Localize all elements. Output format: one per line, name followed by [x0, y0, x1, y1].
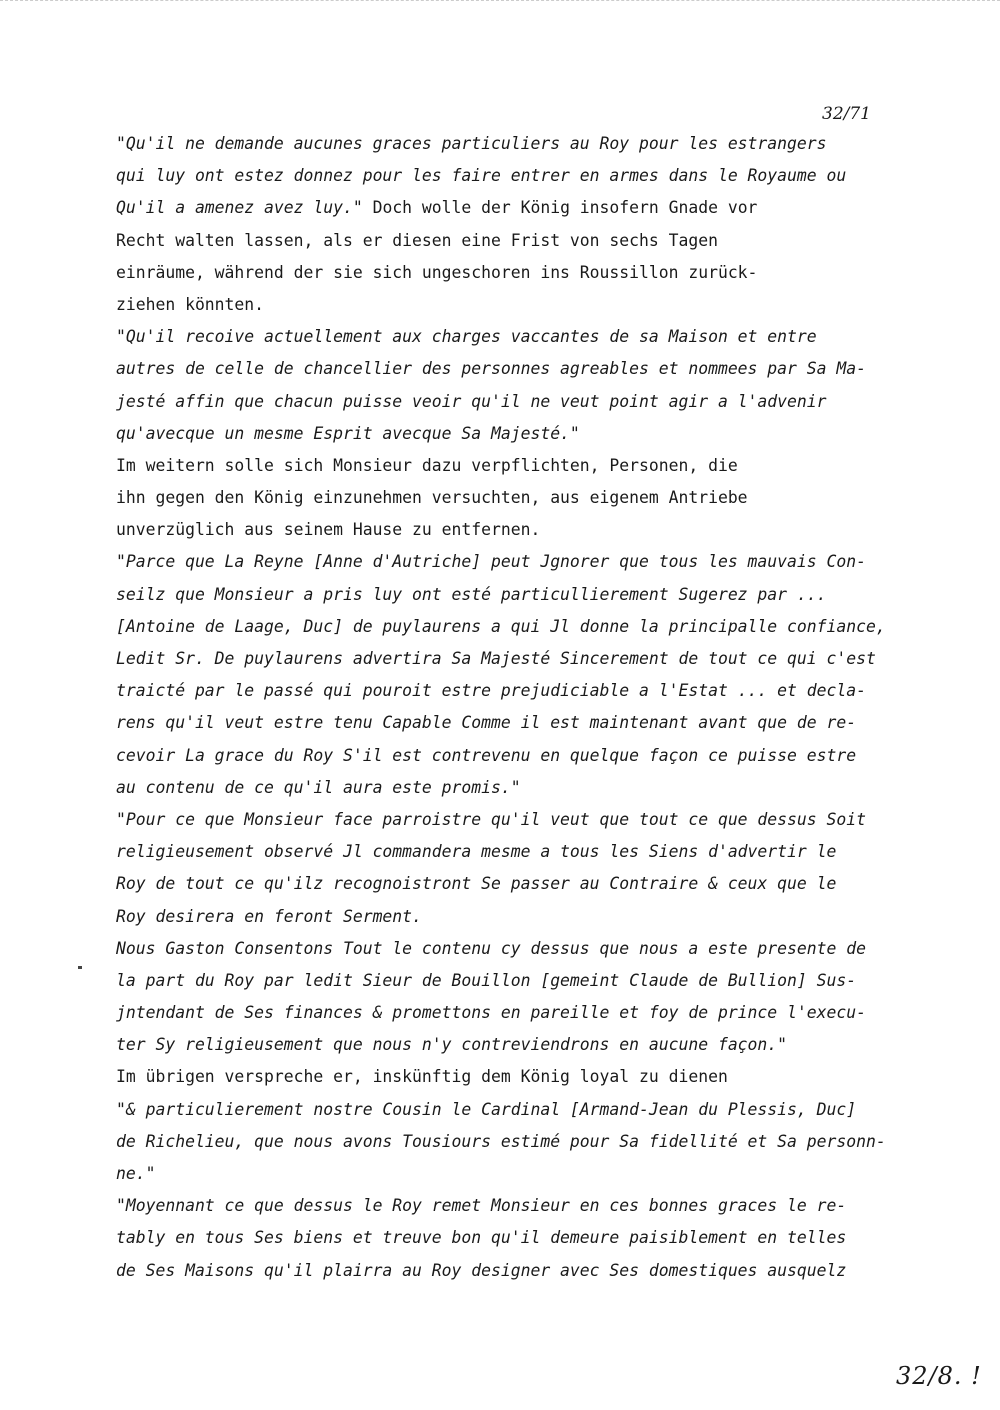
text-line: "Qu'il ne demande aucunes graces particuliers au Roy pour les estrangers	[116, 134, 827, 153]
text-line: jntendant de Ses finances & promettons en pareille et foy de prince l'execu-	[116, 1003, 866, 1023]
text-line: seilz que Monsieur a pris luy ont esté particullierement Sugerez par ...	[116, 584, 827, 604]
text-line: autres de celle de chancellier des personnes agreables et nommees par Sa Ma-	[116, 359, 866, 379]
text-line: Im weitern solle sich Monsieur dazu verpflichten, Personen, die	[116, 455, 738, 475]
text-line: ne."	[116, 1164, 156, 1183]
text-line: [Antoine de Laage, Duc] de puylaurens a qui Jl donne la principalle confiance,	[116, 616, 886, 636]
text-line: religieusement observé Jl commandera mesme a tous les Siens d'advertir le	[116, 842, 837, 862]
text-line: au contenu de ce qu'il aura este promis."	[116, 777, 521, 797]
text-line: einräume, während der sie sich ungeschoren ins Roussillon zurück-	[116, 262, 758, 282]
text-line: la part du Roy par ledit Sieur de Bouillon [gemeint Claude de Bullion] Sus-	[116, 970, 857, 990]
text-line: ter Sy religieusement que nous n'y contreviendrons en aucune façon."	[116, 1035, 788, 1055]
text-line: qui luy ont estez donnez pour les faire entrer en armes dans le Royaume ou	[116, 166, 847, 186]
text-segment: Doch wolle der König insofern Gnade vor	[372, 198, 758, 218]
text-line: Im übrigen verspreche er, inskünftig dem König loyal zu dienen	[116, 1067, 728, 1087]
text-line: Ledit Sr. De puylaurens advertira Sa Majesté Sincerement de tout ce qui c'est	[116, 649, 876, 668]
scan-edge-rule	[0, 0, 1000, 7]
document-body	[116, 128, 886, 1287]
text-line	[116, 192, 886, 224]
text-line: unverzüglich aus seinem Hause zu entfernen.	[116, 520, 541, 540]
text-line: rens qu'il veut estre tenu Capable Comme il est maintenant avant que de re-	[116, 713, 857, 733]
text-segment: Qu'il a amenez avez luy."	[116, 198, 373, 218]
text-line: "& particulierement nostre Cousin le Cardinal [Armand-Jean du Plessis, Duc]	[116, 1099, 857, 1119]
page-number: 32/71	[822, 104, 871, 124]
text-line: cevoir La grace du Roy S'il est contrevenu en quelque façon ce puisse estre	[116, 745, 857, 765]
text-line: "Qu'il recoive actuellement aux charges vaccantes de sa Maison et entre	[116, 327, 817, 347]
text-line: ziehen könnten.	[116, 294, 265, 314]
text-line: traicté par le passé qui pouroit estre prejudiciable a l'Estat ... et decla-	[116, 681, 866, 701]
text-line: de Ses Maisons qu'il plairra au Roy designer avec Ses domestiques ausquelz	[116, 1260, 847, 1280]
text-line: de Richelieu, que nous avons Tousiours estimé pour Sa fidellité et Sa personn-	[116, 1131, 886, 1151]
text-line: tably en tous Ses biens et treuve bon qu'il demeure paisiblement en telles	[116, 1228, 847, 1248]
archive-stamp: 32/8. !	[896, 1362, 982, 1390]
text-line: Roy de tout ce qu'ilz recognoistront Se passer au Contraire & ceux que le	[116, 874, 837, 894]
text-line: Nous Gaston Consentons Tout le contenu cy dessus que nous a este presente de	[116, 938, 866, 958]
text-line: "Moyennant ce que dessus le Roy remet Monsieur en ces bonnes graces le re-	[116, 1196, 847, 1216]
text-line: "Parce que La Reyne [Anne d'Autriche] peut Jgnorer que tous les mauvais Con-	[116, 552, 866, 572]
text-line: qu'avecque un mesme Esprit avecque Sa Majesté."	[116, 423, 580, 443]
margin-mark	[78, 966, 82, 969]
text-line: Roy desirera en feront Serment.	[116, 906, 422, 926]
text-line: ihn gegen den König einzunehmen versuchten, aus eigenem Antriebe	[116, 488, 748, 508]
text-line: "Pour ce que Monsieur face parroistre qu'il veut que tout ce que dessus Soit	[116, 809, 866, 829]
text-line: Recht walten lassen, als er diesen eine Frist von sechs Tagen	[116, 230, 718, 250]
text-line: jesté affin que chacun puisse veoir qu'il ne veut point agir a l'advenir	[116, 391, 827, 411]
